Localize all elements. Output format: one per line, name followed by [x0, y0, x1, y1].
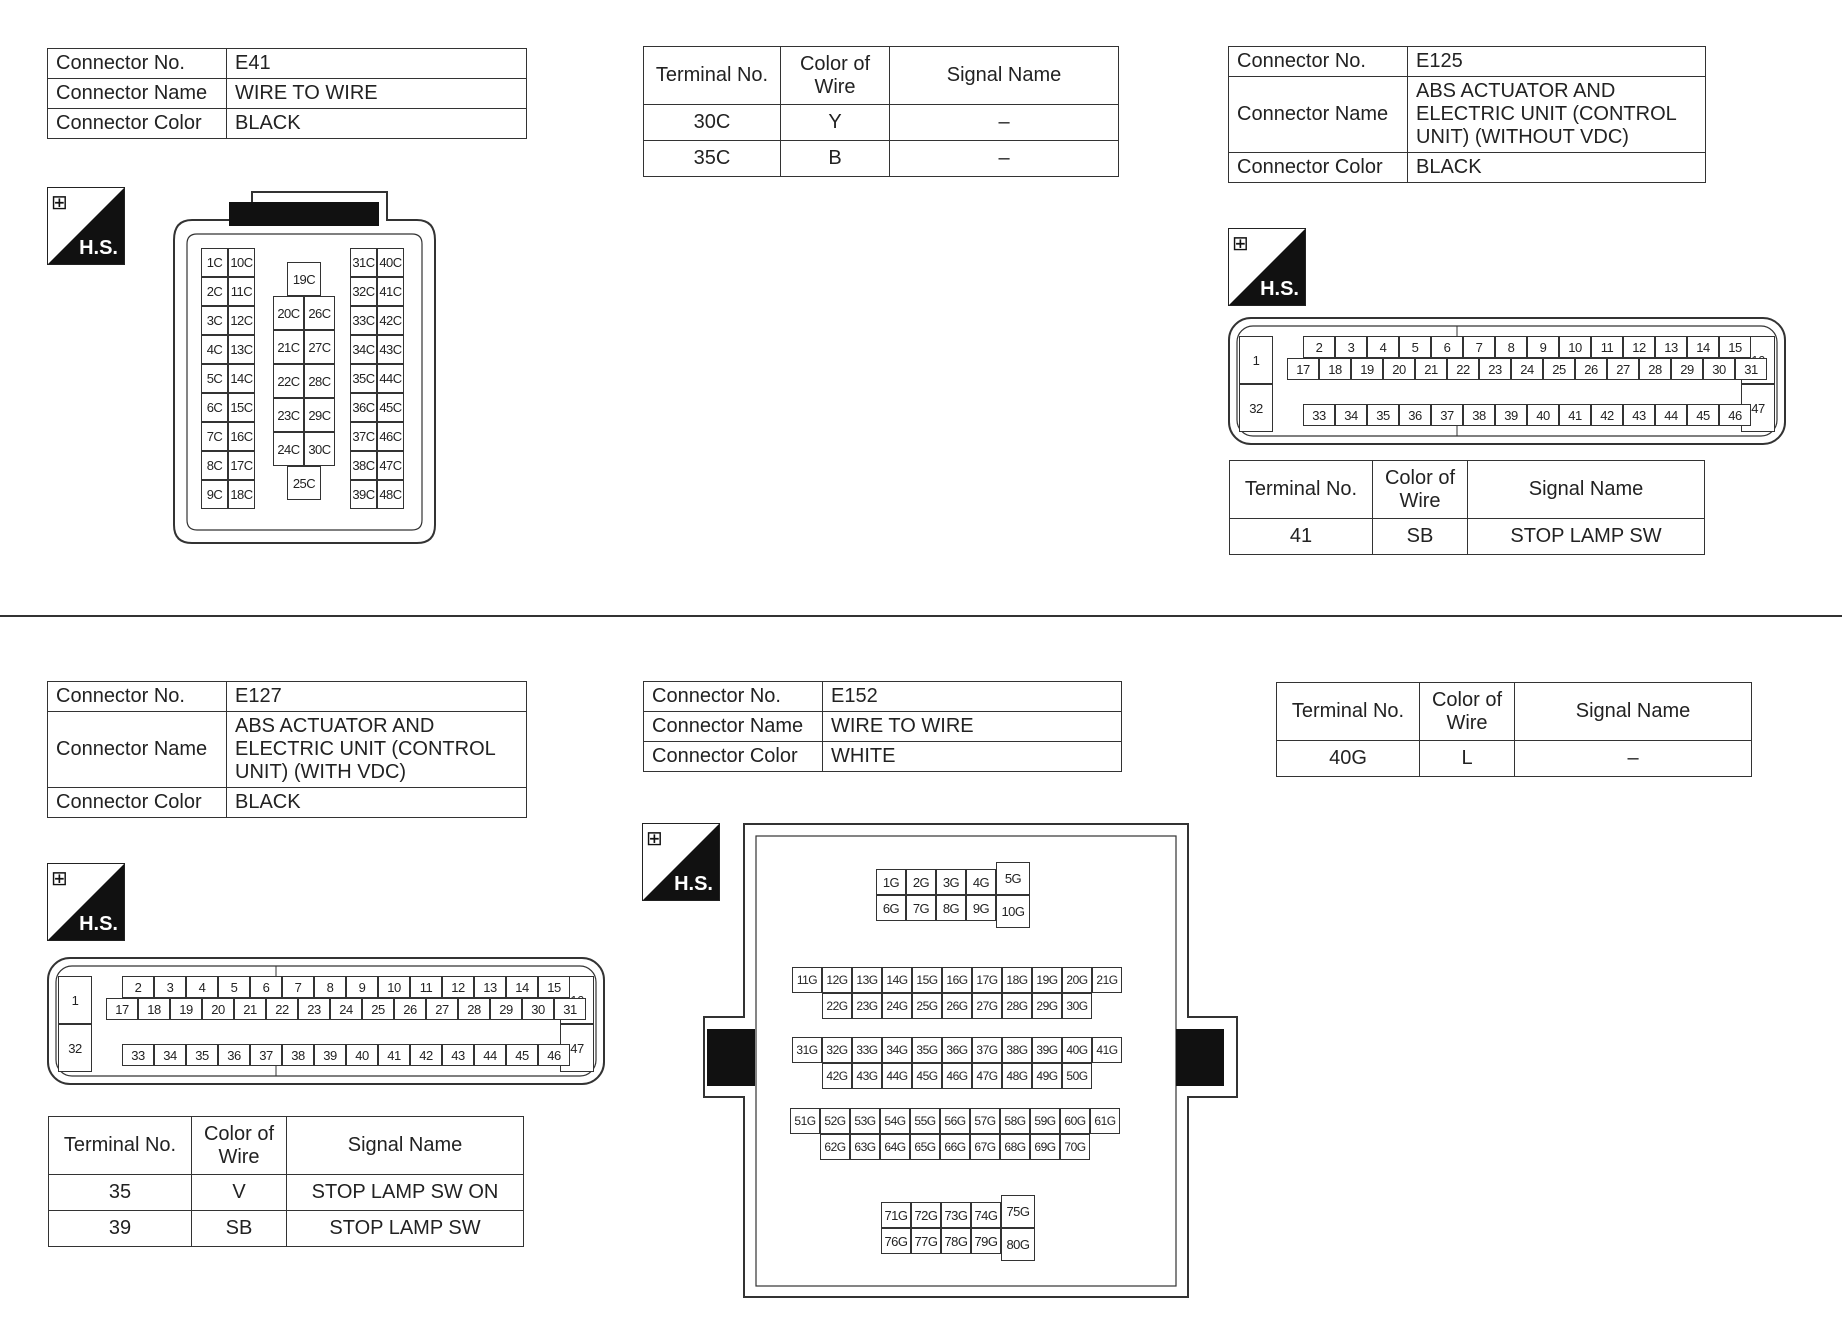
- e152-terminal-table: [1276, 682, 1752, 777]
- terminal-pin: 34G: [882, 1037, 912, 1063]
- terminal-pin: 23: [1479, 358, 1511, 380]
- terminal-pin: 43G: [852, 1063, 882, 1089]
- terminal-pin: 53G: [850, 1108, 880, 1134]
- terminal-pin: 46G: [942, 1063, 972, 1089]
- terminal-pin: 10G: [996, 895, 1030, 928]
- signal-name-header: Signal Name: [287, 1117, 524, 1175]
- connector-no-value: E127: [227, 682, 527, 712]
- terminal-pin: 18: [1319, 358, 1351, 380]
- terminal-pin: 41: [378, 1044, 410, 1066]
- terminal-pin: 75G: [1001, 1195, 1035, 1228]
- terminal-pin: 46: [1719, 404, 1751, 426]
- terminal-pin: 79G: [971, 1228, 1001, 1254]
- terminal-pin: 71G: [881, 1202, 911, 1228]
- connector-no-label: Connector No.: [48, 49, 227, 79]
- wire-color-cell: V: [192, 1175, 287, 1211]
- terminal-pin: 18C: [228, 480, 255, 509]
- terminal-pin: 25C: [287, 466, 321, 500]
- terminal-pin: 50G: [1062, 1063, 1092, 1089]
- terminal-pin: 12: [1623, 336, 1655, 358]
- e127-info-table: [47, 681, 527, 818]
- terminal-pin: 15G: [912, 967, 942, 993]
- terminal-pin: 30: [522, 998, 554, 1020]
- terminal-pin: 9: [1527, 336, 1559, 358]
- terminal-pin: 21C: [273, 330, 304, 364]
- terminal-pin: 39C: [350, 480, 377, 509]
- terminal-pin: 51G: [790, 1108, 820, 1134]
- terminal-pin: 8: [1495, 336, 1527, 358]
- terminal-pin: 22C: [273, 364, 304, 398]
- terminal-pin: 21: [1415, 358, 1447, 380]
- terminal-pin: 31G: [792, 1037, 822, 1063]
- terminal-pin: 55G: [910, 1108, 940, 1134]
- terminal-pin: 31: [554, 998, 586, 1020]
- terminal-pin: 29: [1671, 358, 1703, 380]
- terminal-pin: 11: [1591, 336, 1623, 358]
- terminal-pin: 10: [378, 976, 410, 998]
- harness-side-icon: [1228, 228, 1306, 306]
- terminal-pin: 42: [1591, 404, 1623, 426]
- terminal-no-cell: 30C: [644, 105, 781, 141]
- terminal-pin: 23C: [273, 398, 304, 432]
- terminal-pin: 22G: [822, 993, 852, 1019]
- e41-connector-diagram: [172, 190, 437, 545]
- terminal-pin: 35: [186, 1044, 218, 1066]
- terminal-no-header: Terminal No.: [1230, 461, 1373, 519]
- terminal-pin: 36G: [942, 1037, 972, 1063]
- terminal-pin: 42: [410, 1044, 442, 1066]
- terminal-pin: 43C: [377, 335, 404, 364]
- color-of-wire-header: Color of Wire: [781, 47, 890, 105]
- wire-color-cell: B: [781, 141, 890, 177]
- terminal-no-cell: 35: [49, 1175, 192, 1211]
- terminal-pin: 33: [1303, 404, 1335, 426]
- terminal-pin: 31: [1735, 358, 1767, 380]
- terminal-pin: 7C: [201, 422, 228, 451]
- terminal-pin: 24: [330, 998, 362, 1020]
- terminal-pin: 27C: [304, 330, 335, 364]
- terminal-pin: 5C: [201, 364, 228, 393]
- connector-face-icon: ⊞: [646, 828, 663, 850]
- terminal-pin: 38G: [1002, 1037, 1032, 1063]
- terminal-no-header: Terminal No.: [644, 47, 781, 105]
- terminal-pin: 32G: [822, 1037, 852, 1063]
- e127-terminal-table: [48, 1116, 524, 1247]
- wire-color-cell: Y: [781, 105, 890, 141]
- terminal-pin: 21: [234, 998, 266, 1020]
- terminal-no-cell: 40G: [1277, 741, 1420, 777]
- terminal-pin: 57G: [970, 1108, 1000, 1134]
- terminal-pin: 40C: [377, 248, 404, 277]
- terminal-pin: 3: [1335, 336, 1367, 358]
- terminal-pin: 44G: [882, 1063, 912, 1089]
- connector-name-value: WIRE TO WIRE: [227, 79, 527, 109]
- terminal-pin: 8C: [201, 451, 228, 480]
- terminal-pin: 37: [1431, 404, 1463, 426]
- connector-no-label: Connector No.: [644, 682, 823, 712]
- e152-info-table: [643, 681, 1122, 772]
- terminal-pin: 16G: [942, 967, 972, 993]
- connector-color-value: BLACK: [1408, 153, 1706, 183]
- connector-no-value: E41: [227, 49, 527, 79]
- terminal-pin: 60G: [1060, 1108, 1090, 1134]
- terminal-pin: 28C: [304, 364, 335, 398]
- terminal-pin: 17G: [972, 967, 1002, 993]
- signal-name-cell: STOP LAMP SW: [287, 1211, 524, 1247]
- terminal-pin: 11C: [228, 277, 255, 306]
- terminal-pin: 8G: [936, 895, 966, 921]
- terminal-pin: 21G: [1092, 967, 1122, 993]
- hs-badge-label: H.S.: [674, 873, 713, 895]
- terminal-pin: 4G: [966, 869, 996, 895]
- terminal-pin: 5G: [996, 862, 1030, 895]
- terminal-pin: 39G: [1032, 1037, 1062, 1063]
- terminal-pin: 20G: [1062, 967, 1092, 993]
- terminal-pin: 32: [1239, 384, 1273, 432]
- terminal-pin: 43: [1623, 404, 1655, 426]
- signal-name-header: Signal Name: [890, 47, 1119, 105]
- terminal-pin: 7G: [906, 895, 936, 921]
- connector-color-value: BLACK: [227, 788, 527, 818]
- terminal-pin: 78G: [941, 1228, 971, 1254]
- connector-name-value: ABS ACTUATOR AND ELECTRIC UNIT (CONTROL UNIT) (WITHOUT VDC): [1408, 77, 1706, 153]
- terminal-pin: 68G: [1000, 1134, 1030, 1160]
- terminal-pin: 1: [1239, 336, 1273, 384]
- terminal-pin: 33G: [852, 1037, 882, 1063]
- terminal-pin: 38C: [350, 451, 377, 480]
- terminal-pin: 24G: [882, 993, 912, 1019]
- terminal-pin: 72G: [911, 1202, 941, 1228]
- terminal-pin: 6C: [201, 393, 228, 422]
- terminal-pin: 13: [474, 976, 506, 998]
- wire-color-cell: SB: [1373, 519, 1468, 555]
- terminal-pin: 37C: [350, 422, 377, 451]
- terminal-pin: 34C: [350, 335, 377, 364]
- terminal-pin: 47: [560, 1024, 594, 1072]
- terminal-pin: 13G: [852, 967, 882, 993]
- terminal-no-cell: 39: [49, 1211, 192, 1247]
- signal-name-header: Signal Name: [1515, 683, 1752, 741]
- terminal-pin: 13C: [228, 335, 255, 364]
- terminal-pin: 52G: [820, 1108, 850, 1134]
- terminal-pin: 24C: [273, 432, 304, 466]
- e41-terminal-table: [643, 46, 1119, 177]
- terminal-pin: 32: [58, 1024, 92, 1072]
- terminal-pin: 15: [538, 976, 570, 998]
- terminal-pin: 6: [1431, 336, 1463, 358]
- terminal-pin: 32C: [350, 277, 377, 306]
- terminal-pin: 29: [490, 998, 522, 1020]
- terminal-pin: 9C: [201, 480, 228, 509]
- terminal-pin: 29C: [304, 398, 335, 432]
- terminal-pin: 16C: [228, 422, 255, 451]
- terminal-pin: 40: [1527, 404, 1559, 426]
- terminal-pin: 13: [1655, 336, 1687, 358]
- connector-no-value: E152: [823, 682, 1122, 712]
- terminal-pin: 35G: [912, 1037, 942, 1063]
- terminal-pin: 28: [1639, 358, 1671, 380]
- terminal-pin: 42C: [377, 306, 404, 335]
- connector-name-label: Connector Name: [48, 79, 227, 109]
- terminal-pin: 4C: [201, 335, 228, 364]
- terminal-pin: 44: [474, 1044, 506, 1066]
- terminal-pin: 22: [1447, 358, 1479, 380]
- terminal-pin: 2C: [201, 277, 228, 306]
- section-divider: [0, 615, 1842, 617]
- terminal-pin: 12G: [822, 967, 852, 993]
- terminal-pin: 65G: [910, 1134, 940, 1160]
- terminal-pin: 12C: [228, 306, 255, 335]
- terminal-pin: 4: [1367, 336, 1399, 358]
- terminal-pin: 19G: [1032, 967, 1062, 993]
- terminal-pin: 47C: [377, 451, 404, 480]
- connector-face-icon: ⊞: [51, 192, 68, 214]
- hs-badge-label: H.S.: [79, 913, 118, 935]
- terminal-pin: 25: [1543, 358, 1575, 380]
- terminal-pin: 47: [1741, 384, 1775, 432]
- terminal-pin: 25G: [912, 993, 942, 1019]
- terminal-pin: 25: [362, 998, 394, 1020]
- terminal-pin: 8: [314, 976, 346, 998]
- connector-color-label: Connector Color: [48, 109, 227, 139]
- terminal-pin: 42G: [822, 1063, 852, 1089]
- connector-face-icon: ⊞: [51, 868, 68, 890]
- terminal-pin: 11: [410, 976, 442, 998]
- terminal-pin: 30: [1703, 358, 1735, 380]
- terminal-pin: 19: [1351, 358, 1383, 380]
- terminal-no-header: Terminal No.: [49, 1117, 192, 1175]
- terminal-pin: 24: [1511, 358, 1543, 380]
- connector-name-value: WIRE TO WIRE: [823, 712, 1122, 742]
- terminal-pin: 22: [266, 998, 298, 1020]
- terminal-pin: 37G: [972, 1037, 1002, 1063]
- terminal-pin: 26G: [942, 993, 972, 1019]
- signal-name-cell: –: [890, 141, 1119, 177]
- terminal-pin: 58G: [1000, 1108, 1030, 1134]
- terminal-pin: 44C: [377, 364, 404, 393]
- terminal-no-cell: 35C: [644, 141, 781, 177]
- terminal-pin: 1: [58, 976, 92, 1024]
- terminal-pin: 17: [106, 998, 138, 1020]
- e125-info-table: [1228, 46, 1706, 183]
- terminal-pin: 73G: [941, 1202, 971, 1228]
- terminal-pin: 1C: [201, 248, 228, 277]
- hs-badge-label: H.S.: [1260, 278, 1299, 300]
- terminal-pin: 54G: [880, 1108, 910, 1134]
- terminal-pin: 39: [314, 1044, 346, 1066]
- terminal-pin: 28: [458, 998, 490, 1020]
- terminal-pin: 47G: [972, 1063, 1002, 1089]
- terminal-pin: 23: [298, 998, 330, 1020]
- terminal-pin: 44: [1655, 404, 1687, 426]
- terminal-pin: 18G: [1002, 967, 1032, 993]
- terminal-pin: 48G: [1002, 1063, 1032, 1089]
- terminal-pin: 37: [250, 1044, 282, 1066]
- terminal-pin: 63G: [850, 1134, 880, 1160]
- terminal-pin: 56G: [940, 1108, 970, 1134]
- terminal-pin: 33C: [350, 306, 377, 335]
- terminal-pin: 69G: [1030, 1134, 1060, 1160]
- terminal-pin: 43: [442, 1044, 474, 1066]
- terminal-pin: 11G: [792, 967, 822, 993]
- terminal-pin: 29G: [1032, 993, 1062, 1019]
- terminal-pin: 14: [1687, 336, 1719, 358]
- terminal-pin: 46: [538, 1044, 570, 1066]
- connector-face-icon: ⊞: [1232, 233, 1249, 255]
- terminal-pin: 70G: [1060, 1134, 1090, 1160]
- signal-name-cell: STOP LAMP SW ON: [287, 1175, 524, 1211]
- terminal-pin: 14C: [228, 364, 255, 393]
- terminal-pin: 48C: [377, 480, 404, 509]
- terminal-pin: 77G: [911, 1228, 941, 1254]
- terminal-pin: 59G: [1030, 1108, 1060, 1134]
- e152-connector-diagram: [700, 822, 1240, 1300]
- color-of-wire-header: Color of Wire: [192, 1117, 287, 1175]
- signal-name-cell: STOP LAMP SW: [1468, 519, 1705, 555]
- terminal-pin: 2: [1303, 336, 1335, 358]
- terminal-pin: 36: [218, 1044, 250, 1066]
- terminal-pin: 7: [282, 976, 314, 998]
- terminal-pin: 3C: [201, 306, 228, 335]
- harness-side-icon: [47, 863, 125, 941]
- terminal-pin: 30C: [304, 432, 335, 466]
- terminal-pin: 35: [1367, 404, 1399, 426]
- terminal-pin: 80G: [1001, 1228, 1035, 1261]
- terminal-pin: 20: [1383, 358, 1415, 380]
- terminal-pin: 38: [282, 1044, 314, 1066]
- terminal-pin: 66G: [940, 1134, 970, 1160]
- connector-no-label: Connector No.: [48, 682, 227, 712]
- terminal-pin: 76G: [881, 1228, 911, 1254]
- terminal-pin: 3: [154, 976, 186, 998]
- terminal-pin: 28G: [1002, 993, 1032, 1019]
- terminal-no-header: Terminal No.: [1277, 683, 1420, 741]
- terminal-pin: 35C: [350, 364, 377, 393]
- connector-color-label: Connector Color: [48, 788, 227, 818]
- connector-color-value: WHITE: [823, 742, 1122, 772]
- terminal-pin: 41G: [1092, 1037, 1122, 1063]
- e125-terminal-table: [1229, 460, 1705, 555]
- terminal-pin: 2: [122, 976, 154, 998]
- wire-color-cell: SB: [192, 1211, 287, 1247]
- terminal-pin: 23G: [852, 993, 882, 1019]
- terminal-pin: 64G: [880, 1134, 910, 1160]
- e125-connector-diagram: [1227, 316, 1787, 446]
- terminal-pin: 34: [154, 1044, 186, 1066]
- terminal-pin: 45C: [377, 393, 404, 422]
- terminal-pin: 3G: [936, 869, 966, 895]
- connector-name-label: Connector Name: [48, 712, 227, 788]
- terminal-pin: 10: [1559, 336, 1591, 358]
- terminal-no-cell: 41: [1230, 519, 1373, 555]
- connector-name-label: Connector Name: [1229, 77, 1408, 153]
- terminal-pin: 12: [442, 976, 474, 998]
- e127-connector-diagram: [46, 956, 606, 1086]
- terminal-pin: 26: [1575, 358, 1607, 380]
- hs-badge-label: H.S.: [79, 237, 118, 259]
- color-of-wire-header: Color of Wire: [1420, 683, 1515, 741]
- connector-color-label: Connector Color: [1229, 153, 1408, 183]
- terminal-pin: 41C: [377, 277, 404, 306]
- connector-name-value: ABS ACTUATOR AND ELECTRIC UNIT (CONTROL UNIT) (WITH VDC): [227, 712, 527, 788]
- terminal-pin: 6G: [876, 895, 906, 921]
- terminal-pin: 38: [1463, 404, 1495, 426]
- terminal-pin: 62G: [820, 1134, 850, 1160]
- terminal-pin: 2G: [906, 869, 936, 895]
- terminal-pin: 19: [170, 998, 202, 1020]
- terminal-pin: 27G: [972, 993, 1002, 1019]
- terminal-pin: 20: [202, 998, 234, 1020]
- terminal-pin: 36C: [350, 393, 377, 422]
- color-of-wire-header: Color of Wire: [1373, 461, 1468, 519]
- terminal-pin: 6: [250, 976, 282, 998]
- terminal-pin: 36: [1399, 404, 1431, 426]
- terminal-pin: 39: [1495, 404, 1527, 426]
- terminal-pin: 67G: [970, 1134, 1000, 1160]
- connector-no-label: Connector No.: [1229, 47, 1408, 77]
- terminal-pin: 15C: [228, 393, 255, 422]
- terminal-pin: 74G: [971, 1202, 1001, 1228]
- terminal-pin: 40G: [1062, 1037, 1092, 1063]
- terminal-pin: 45: [1687, 404, 1719, 426]
- terminal-pin: 17C: [228, 451, 255, 480]
- terminal-pin: 27: [426, 998, 458, 1020]
- terminal-pin: 5: [218, 976, 250, 998]
- terminal-pin: 41: [1559, 404, 1591, 426]
- signal-name-cell: –: [890, 105, 1119, 141]
- terminal-pin: 33: [122, 1044, 154, 1066]
- terminal-pin: 14: [506, 976, 538, 998]
- terminal-pin: 19C: [287, 262, 321, 296]
- wire-color-cell: L: [1420, 741, 1515, 777]
- connector-name-label: Connector Name: [644, 712, 823, 742]
- terminal-pin: 30G: [1062, 993, 1092, 1019]
- harness-side-icon: [47, 187, 125, 265]
- terminal-pin: 4: [186, 976, 218, 998]
- terminal-pin: 27: [1607, 358, 1639, 380]
- terminal-pin: 15: [1719, 336, 1751, 358]
- connector-color-label: Connector Color: [644, 742, 823, 772]
- terminal-pin: 49G: [1032, 1063, 1062, 1089]
- terminal-pin: 1G: [876, 869, 906, 895]
- terminal-pin: 26C: [304, 296, 335, 330]
- terminal-pin: 26: [394, 998, 426, 1020]
- terminal-pin: 7: [1463, 336, 1495, 358]
- terminal-pin: 5: [1399, 336, 1431, 358]
- terminal-pin: 9: [346, 976, 378, 998]
- terminal-pin: 20C: [273, 296, 304, 330]
- terminal-pin: 31C: [350, 248, 377, 277]
- terminal-pin: 40: [346, 1044, 378, 1066]
- terminal-pin: 9G: [966, 895, 996, 921]
- terminal-pin: 45: [506, 1044, 538, 1066]
- signal-name-header: Signal Name: [1468, 461, 1705, 519]
- terminal-pin: 46C: [377, 422, 404, 451]
- connector-color-value: BLACK: [227, 109, 527, 139]
- terminal-pin: 61G: [1090, 1108, 1120, 1134]
- terminal-pin: 45G: [912, 1063, 942, 1089]
- terminal-pin: 10C: [228, 248, 255, 277]
- terminal-pin: 14G: [882, 967, 912, 993]
- terminal-pin: 34: [1335, 404, 1367, 426]
- e41-info-table: [47, 48, 527, 139]
- connector-no-value: E125: [1408, 47, 1706, 77]
- terminal-pin: 18: [138, 998, 170, 1020]
- terminal-pin: 17: [1287, 358, 1319, 380]
- signal-name-cell: –: [1515, 741, 1752, 777]
